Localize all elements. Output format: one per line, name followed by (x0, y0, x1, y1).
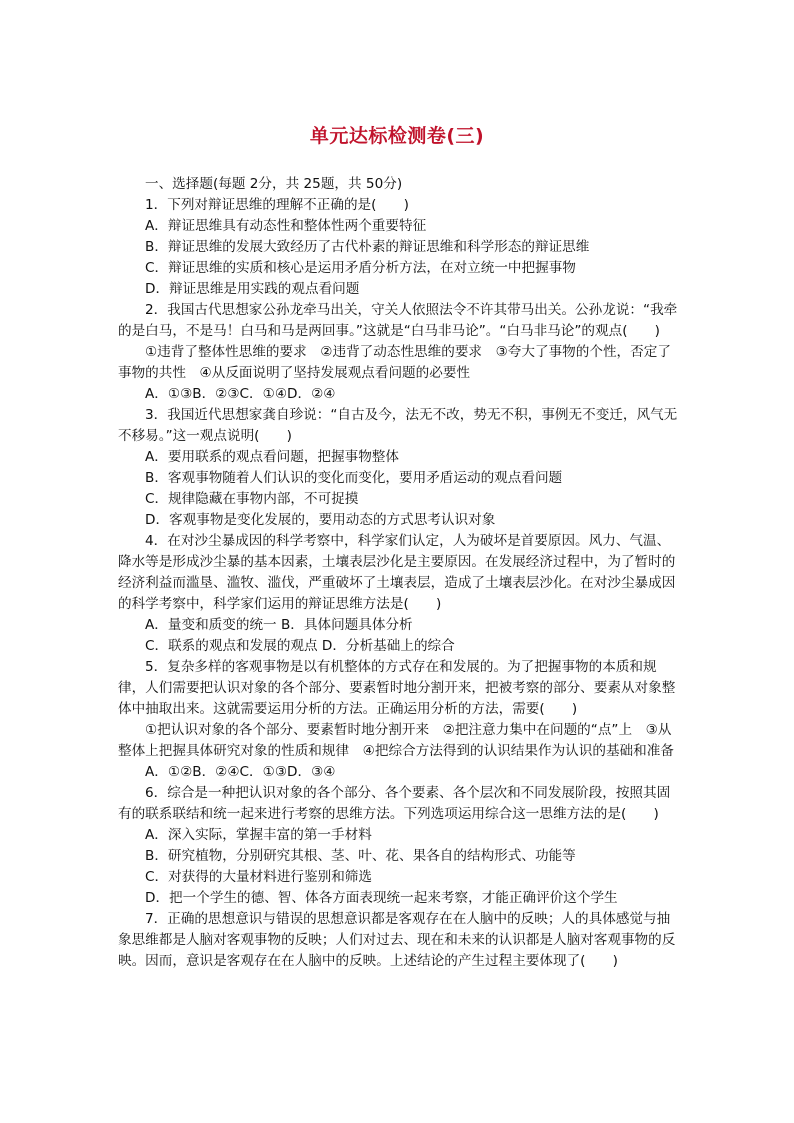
q4-options-cd: C．联系的观点和发展的观点 D．分析基础上的综合 (145, 638, 455, 654)
q6-stem: 6．综合是一种把认识对象的各个部分、各个要素、各个层次和不同发展阶段，按照其固有的联系联结和统一起来进行考察的思维方法。下列选项运用综合这一思维方法的是( ) (118, 785, 671, 822)
q2-options: A．①③B．②③C．①④D．②④ (145, 386, 336, 402)
q3-option-b: B．客观事物随着人们认识的变化而变化，要用矛盾运动的观点看问题 (145, 470, 563, 486)
q3-option-c: C．规律隐藏在事物内部，不可捉摸 (145, 491, 359, 507)
q6-option-d: D．把一个学生的德、智、体各方面表现统一起来考察，才能正确评价这个学生 (145, 890, 618, 906)
q2-stem: 2．我国古代思想家公孙龙牵马出关，守关人依照法令不许其带马出关。公孙龙说：“我牵的是白马，不是马！白马和马是两回事。”这就是“白马非马论”。“白马非马论”的观点( ) (118, 302, 678, 339)
q1-option-d: D．辩证思维是用实践的观点看问题 (145, 281, 360, 297)
q3-option-a: A．要用联系的观点看问题，把握事物整体 (145, 449, 399, 465)
q6-option-c: C．对获得的大量材料进行鉴别和筛选 (145, 869, 372, 885)
q1-option-c: C．辩证思维的实质和核心是运用矛盾分析方法，在对立统一中把握事物 (145, 260, 576, 276)
page-title: 单元达标检测卷(三) (309, 125, 485, 147)
q1-option-b: B．辩证思维的发展大致经历了古代朴素的辩证思维和科学形态的辩证思维 (145, 239, 590, 255)
q1-stem: 1．下列对辩证思维的理解不正确的是( ) (145, 197, 409, 213)
q5-stem: 5．复杂多样的客观事物是以有机整体的方式存在和发展的。为了把握事物的本质和规律，人们需要把认识对象的各个部分、要素暂时地分割开来，把被考察的部分、要素从对象整体中抽取出来。这就需要运用分析的方法。正确运用分析的方法，需要( ) (118, 659, 676, 717)
q6-option-b: B．研究植物，分别研究其根、茎、叶、花、果各自的结构形式、功能等 (145, 848, 576, 864)
section-header: 一、选择题(每题 2分，共 25题，共 50分) (145, 176, 403, 192)
question-list (118, 174, 680, 972)
q3-option-d: D．客观事物是变化发展的，要用动态的方式思考认识对象 (145, 512, 496, 528)
q1-option-a: A．辩证思维具有动态性和整体性两个重要特征 (145, 218, 427, 234)
q4-options-ab: A．量变和质变的统一 B．具体问题具体分析 (145, 617, 413, 633)
q4-stem: 4．在对沙尘暴成因的科学考察中，科学家们认定，人为破坏是首要原因。风力、气温、降水等是形成沙尘暴的基本因素，土壤表层沙化是主要原因。在发展经济过程中，为了暂时的经济利益而滥垦、滥牧、滥伐，严重破坏了土壤表层，造成了土壤表层沙化。在对沙尘暴成因的科学考察中，科学家们运用的辩证思维方法是( ) (118, 533, 676, 612)
q7-stem: 7．正确的思想意识与错误的思想意识都是客观存在在人脑中的反映；人的具体感觉与抽象思维都是人脑对客观事物的反映；人们对过去、现在和未来的认识都是人脑对客观事物的反映。因而，意识是客观存在在人脑中的反映。上述结论的产生过程主要体现了( ) (118, 911, 676, 969)
q2-statements: ①违背了整体性思维的要求 ②违背了动态性思维的要求 ③夸大了事物的个性，否定了事物的共性 ④从反面说明了坚持发展观点看问题的必要性 (118, 344, 671, 381)
q5-statements: ①把认识对象的各个部分、要素暂时地分割开来 ②把注意力集中在问题的“点”上 ③从整体上把握具体研究对象的性质和规律 ④把综合方法得到的认识结果作为认识的基础和准备 (118, 722, 674, 759)
q3-stem: 3．我国近代思想家龚自珍说：“自古及今，法无不改，势无不积，事例无不变迁，风气无不移易。”这一观点说明( ) (118, 407, 678, 444)
q6-option-a: A．深入实际，掌握丰富的第一手材料 (145, 827, 372, 843)
q5-options: A．①②B．②④C．①③D．③④ (145, 764, 336, 780)
